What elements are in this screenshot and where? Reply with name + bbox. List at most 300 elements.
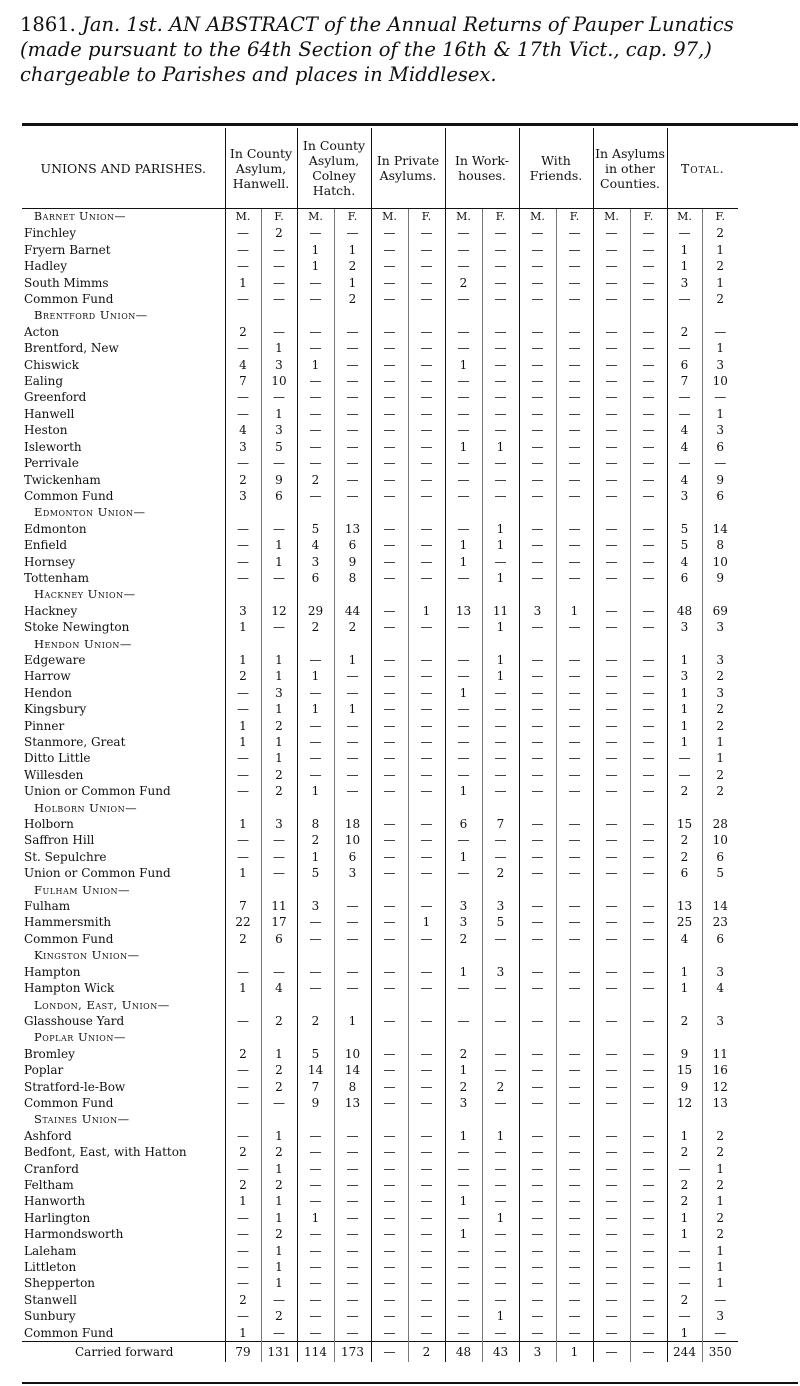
value-cell: —: [261, 258, 297, 274]
value-cell: —: [593, 1177, 630, 1193]
value-cell: —: [482, 472, 519, 488]
table-row: [22, 898, 738, 914]
value-cell: —: [630, 1128, 667, 1144]
table-row: [22, 1259, 738, 1275]
union-name: Poplar Union—: [34, 1030, 126, 1045]
sub-header-m: M.: [371, 209, 408, 226]
value-cell: 6: [702, 439, 738, 455]
value-cell: —: [630, 1062, 667, 1078]
value-cell: —: [445, 225, 482, 241]
blank-cell: [482, 636, 519, 652]
value-cell: —: [371, 1292, 408, 1308]
value-cell: —: [371, 439, 408, 455]
value-cell: 8: [334, 570, 371, 586]
table-row: [22, 865, 738, 881]
value-cell: —: [556, 685, 593, 701]
parish-name: Heston: [24, 423, 68, 438]
value-cell: —: [593, 1161, 630, 1177]
value-cell: —: [519, 1193, 556, 1209]
value-cell: —: [630, 750, 667, 766]
value-cell: 1: [482, 521, 519, 537]
value-cell: —: [261, 849, 297, 865]
value-cell: —: [297, 750, 334, 766]
value-cell: —: [482, 767, 519, 783]
table-row: [22, 849, 738, 865]
value-cell: —: [371, 734, 408, 750]
blank-cell: [334, 504, 371, 520]
value-cell: —: [445, 472, 482, 488]
value-cell: —: [445, 1210, 482, 1226]
value-cell: 2: [667, 324, 702, 340]
value-cell: 1: [261, 1275, 297, 1291]
value-cell: —: [593, 964, 630, 980]
value-cell: —: [630, 455, 667, 471]
blank-cell: [445, 636, 482, 652]
blank-cell: [667, 1029, 702, 1045]
sub-header-m: M.: [593, 209, 630, 226]
table-row: [22, 767, 738, 783]
table-row: [22, 291, 738, 307]
blank-cell: [482, 947, 519, 963]
value-cell: 1: [667, 1128, 702, 1144]
value-cell: —: [593, 554, 630, 570]
value-cell: —: [702, 1292, 738, 1308]
value-cell: —: [556, 964, 593, 980]
value-cell: —: [556, 1193, 593, 1209]
value-cell: —: [297, 1275, 334, 1291]
value-cell: 1: [261, 1193, 297, 1209]
value-cell: —: [482, 685, 519, 701]
value-cell: 1: [261, 1046, 297, 1062]
blank-cell: [667, 947, 702, 963]
parish-name: Bedfont, East, with Hatton: [24, 1145, 187, 1160]
parish-name: Union or Common Fund: [24, 866, 171, 881]
blank-cell: [408, 586, 445, 602]
blank-cell: [261, 586, 297, 602]
value-cell: —: [334, 1161, 371, 1177]
value-cell: 1: [482, 1128, 519, 1144]
value-cell: 3: [297, 554, 334, 570]
value-cell: —: [482, 734, 519, 750]
value-cell: —: [297, 652, 334, 668]
union-name: Staines Union—: [34, 1112, 130, 1127]
value-cell: —: [408, 488, 445, 504]
blank-cell: [630, 307, 667, 323]
value-cell: —: [297, 1308, 334, 1324]
value-cell: —: [593, 931, 630, 947]
value-cell: —: [334, 898, 371, 914]
value-cell: —: [482, 832, 519, 848]
blank-cell: [371, 1029, 408, 1045]
value-cell: 2: [667, 832, 702, 848]
value-cell: —: [667, 767, 702, 783]
value-cell: —: [371, 422, 408, 438]
value-cell: —: [556, 439, 593, 455]
value-cell: —: [225, 1095, 261, 1111]
value-cell: —: [482, 225, 519, 241]
value-cell: 1: [445, 1193, 482, 1209]
blank-cell: [225, 882, 261, 898]
value-cell: 3: [702, 964, 738, 980]
value-cell: 10: [702, 373, 738, 389]
value-cell: 1: [667, 980, 702, 996]
table-row: [22, 701, 738, 717]
value-cell: —: [702, 324, 738, 340]
value-cell: —: [556, 1292, 593, 1308]
value-cell: —: [371, 750, 408, 766]
value-cell: 2: [297, 1013, 334, 1029]
value-cell: 1: [334, 1013, 371, 1029]
value-cell: —: [556, 1243, 593, 1259]
blank-cell: [371, 800, 408, 816]
value-cell: —: [297, 340, 334, 356]
value-cell: —: [482, 849, 519, 865]
value-cell: —: [445, 1161, 482, 1177]
blank-cell: [593, 1029, 630, 1045]
value-cell: —: [408, 1128, 445, 1144]
header-total: Total.: [667, 128, 738, 209]
blank-cell: [630, 800, 667, 816]
table-row: [22, 1193, 738, 1209]
value-cell: —: [297, 291, 334, 307]
value-cell: —: [593, 1013, 630, 1029]
blank-cell: [225, 1111, 261, 1127]
total-cell: 2: [408, 1342, 445, 1363]
parish-name: St. Sepulchre: [24, 849, 107, 864]
value-cell: —: [667, 291, 702, 307]
value-cell: 2: [225, 472, 261, 488]
value-cell: —: [225, 701, 261, 717]
value-cell: —: [519, 373, 556, 389]
value-cell: 1: [261, 340, 297, 356]
value-cell: 5: [297, 521, 334, 537]
value-cell: —: [408, 1325, 445, 1342]
value-cell: 1: [702, 1193, 738, 1209]
value-cell: —: [593, 537, 630, 553]
total-cell: —: [630, 1342, 667, 1363]
value-cell: 1: [667, 1226, 702, 1242]
blank-cell: [408, 1111, 445, 1127]
value-cell: 6: [702, 849, 738, 865]
value-cell: —: [408, 1079, 445, 1095]
blank-cell: [297, 636, 334, 652]
value-cell: —: [519, 242, 556, 258]
value-cell: —: [667, 340, 702, 356]
value-cell: —: [408, 357, 445, 373]
value-cell: —: [225, 849, 261, 865]
table-row: [22, 964, 738, 980]
value-cell: 1: [225, 275, 261, 291]
value-cell: 9: [334, 554, 371, 570]
value-cell: —: [371, 1193, 408, 1209]
blank-cell: [445, 882, 482, 898]
parish-name: Hackney: [24, 603, 78, 618]
header-unions: UNIONS AND PARISHES.: [22, 128, 225, 209]
value-cell: —: [408, 750, 445, 766]
value-cell: —: [225, 832, 261, 848]
value-cell: —: [445, 422, 482, 438]
table-row: [22, 832, 738, 848]
value-cell: —: [261, 291, 297, 307]
value-cell: 9: [667, 1046, 702, 1062]
value-cell: 8: [702, 537, 738, 553]
value-cell: —: [519, 914, 556, 930]
value-cell: —: [408, 898, 445, 914]
blank-cell: [261, 947, 297, 963]
value-cell: —: [593, 1062, 630, 1078]
value-cell: —: [225, 1079, 261, 1095]
blank-cell: [371, 1111, 408, 1127]
parish-name: Hadley: [24, 259, 68, 274]
value-cell: —: [297, 767, 334, 783]
blank-cell: [225, 800, 261, 816]
table-row: [22, 1046, 738, 1062]
value-cell: —: [334, 389, 371, 405]
value-cell: 2: [482, 865, 519, 881]
blank-cell: [482, 997, 519, 1013]
blank-cell: [593, 800, 630, 816]
sub-header-f: F.: [408, 209, 445, 226]
blank-cell: [445, 800, 482, 816]
blank-cell: [556, 1029, 593, 1045]
value-cell: —: [371, 521, 408, 537]
table-row: [22, 734, 738, 750]
value-cell: —: [225, 389, 261, 405]
value-cell: 1: [482, 570, 519, 586]
value-cell: 6: [667, 357, 702, 373]
value-cell: —: [593, 718, 630, 734]
value-cell: 9: [667, 1079, 702, 1095]
value-cell: —: [408, 1062, 445, 1078]
value-cell: —: [408, 324, 445, 340]
sub-header-f: F.: [261, 209, 297, 226]
value-cell: —: [371, 914, 408, 930]
value-cell: —: [593, 389, 630, 405]
sub-header-m: M.: [225, 209, 261, 226]
value-cell: 5: [297, 865, 334, 881]
value-cell: —: [630, 1325, 667, 1342]
value-cell: 2: [702, 1144, 738, 1160]
value-cell: —: [334, 1275, 371, 1291]
value-cell: 2: [702, 1226, 738, 1242]
value-cell: —: [371, 406, 408, 422]
value-cell: —: [667, 406, 702, 422]
blank-cell: [261, 636, 297, 652]
value-cell: —: [225, 554, 261, 570]
value-cell: —: [630, 964, 667, 980]
union-header-row: [22, 307, 738, 323]
value-cell: —: [261, 521, 297, 537]
value-cell: —: [334, 1210, 371, 1226]
value-cell: —: [261, 242, 297, 258]
value-cell: —: [371, 980, 408, 996]
table-row: [22, 225, 738, 241]
value-cell: —: [297, 1325, 334, 1342]
value-cell: —: [334, 422, 371, 438]
blank-cell: [297, 1111, 334, 1127]
value-cell: 3: [667, 668, 702, 684]
table-row: [22, 406, 738, 422]
value-cell: —: [667, 455, 702, 471]
value-cell: —: [371, 455, 408, 471]
value-cell: —: [519, 931, 556, 947]
table-row: [22, 242, 738, 258]
value-cell: —: [261, 964, 297, 980]
union-header-row: [22, 947, 738, 963]
blank-cell: [556, 504, 593, 520]
value-cell: —: [556, 734, 593, 750]
value-cell: —: [445, 1013, 482, 1029]
blank-cell: [482, 307, 519, 323]
value-cell: —: [297, 1144, 334, 1160]
value-cell: 2: [334, 291, 371, 307]
value-cell: —: [225, 767, 261, 783]
table-row: [22, 603, 738, 619]
value-cell: —: [225, 242, 261, 258]
value-cell: —: [225, 1243, 261, 1259]
value-cell: 1: [445, 849, 482, 865]
table-row: [22, 980, 738, 996]
value-cell: —: [371, 373, 408, 389]
blank-cell: [667, 307, 702, 323]
value-cell: 1: [297, 242, 334, 258]
value-cell: —: [519, 783, 556, 799]
blank-cell: [519, 947, 556, 963]
value-cell: 2: [261, 767, 297, 783]
value-cell: 1: [334, 275, 371, 291]
value-cell: 1: [667, 685, 702, 701]
value-cell: 2: [334, 619, 371, 635]
value-cell: —: [408, 291, 445, 307]
value-cell: 1: [702, 750, 738, 766]
value-cell: 1: [482, 668, 519, 684]
year: 1861.: [20, 13, 76, 36]
blank-cell: [482, 800, 519, 816]
parish-name: Holborn: [24, 817, 74, 832]
value-cell: 2: [667, 1292, 702, 1308]
value-cell: 2: [225, 668, 261, 684]
value-cell: —: [225, 1275, 261, 1291]
value-cell: —: [445, 767, 482, 783]
table-row: [22, 258, 738, 274]
blank-cell: [334, 800, 371, 816]
value-cell: —: [630, 1013, 667, 1029]
value-cell: —: [630, 668, 667, 684]
blank-cell: [334, 636, 371, 652]
value-cell: —: [445, 242, 482, 258]
sub-header-f: F.: [482, 209, 519, 226]
blank-cell: [630, 636, 667, 652]
value-cell: 14: [702, 898, 738, 914]
blank-cell: [519, 997, 556, 1013]
value-cell: —: [630, 258, 667, 274]
value-cell: —: [297, 1128, 334, 1144]
value-cell: —: [408, 865, 445, 881]
value-cell: —: [445, 750, 482, 766]
value-cell: 1: [445, 537, 482, 553]
blank-cell: [702, 586, 738, 602]
value-cell: —: [408, 701, 445, 717]
blank-cell: [593, 307, 630, 323]
value-cell: —: [482, 750, 519, 766]
value-cell: 5: [702, 865, 738, 881]
blank-cell: [593, 504, 630, 520]
value-cell: —: [519, 340, 556, 356]
value-cell: —: [371, 668, 408, 684]
value-cell: —: [593, 324, 630, 340]
value-cell: —: [593, 1128, 630, 1144]
value-cell: —: [334, 1144, 371, 1160]
blank-cell: [593, 997, 630, 1013]
value-cell: 1: [261, 668, 297, 684]
value-cell: 4: [667, 439, 702, 455]
value-cell: —: [519, 701, 556, 717]
value-cell: —: [371, 619, 408, 635]
value-cell: —: [334, 488, 371, 504]
value-cell: —: [408, 340, 445, 356]
blank-cell: [445, 997, 482, 1013]
table-row: [22, 668, 738, 684]
blank-cell: [593, 1111, 630, 1127]
blank-cell: [334, 1029, 371, 1045]
value-cell: —: [556, 521, 593, 537]
value-cell: —: [556, 668, 593, 684]
value-cell: —: [408, 439, 445, 455]
value-cell: —: [445, 865, 482, 881]
value-cell: —: [445, 1243, 482, 1259]
value-cell: 3: [225, 488, 261, 504]
value-cell: —: [593, 980, 630, 996]
blank-cell: [702, 1029, 738, 1045]
value-cell: 9: [261, 472, 297, 488]
bottom-rule: [22, 1382, 798, 1384]
value-cell: —: [630, 1243, 667, 1259]
value-cell: 7: [667, 373, 702, 389]
value-cell: 17: [261, 914, 297, 930]
parish-name: Feltham: [24, 1177, 74, 1192]
value-cell: —: [519, 1292, 556, 1308]
blank-cell: [667, 636, 702, 652]
value-cell: 6: [702, 931, 738, 947]
value-cell: —: [482, 1161, 519, 1177]
blank-cell: [630, 1111, 667, 1127]
union-name: Brentford Union—: [34, 308, 148, 323]
value-cell: 13: [702, 1095, 738, 1111]
value-cell: —: [556, 488, 593, 504]
value-cell: —: [408, 1161, 445, 1177]
value-cell: —: [371, 1275, 408, 1291]
value-cell: 3: [261, 357, 297, 373]
sub-header-m: M.: [445, 209, 482, 226]
blank-cell: [556, 636, 593, 652]
value-cell: 23: [702, 914, 738, 930]
value-cell: 1: [445, 685, 482, 701]
value-cell: —: [408, 1193, 445, 1209]
value-cell: —: [371, 931, 408, 947]
table-row: [22, 537, 738, 553]
blank-cell: [667, 1111, 702, 1127]
value-cell: —: [630, 685, 667, 701]
value-cell: —: [556, 701, 593, 717]
value-cell: 2: [702, 1177, 738, 1193]
value-cell: —: [630, 275, 667, 291]
value-cell: —: [519, 472, 556, 488]
value-cell: —: [482, 980, 519, 996]
value-cell: —: [593, 849, 630, 865]
value-cell: —: [371, 570, 408, 586]
value-cell: —: [408, 554, 445, 570]
value-cell: —: [630, 980, 667, 996]
